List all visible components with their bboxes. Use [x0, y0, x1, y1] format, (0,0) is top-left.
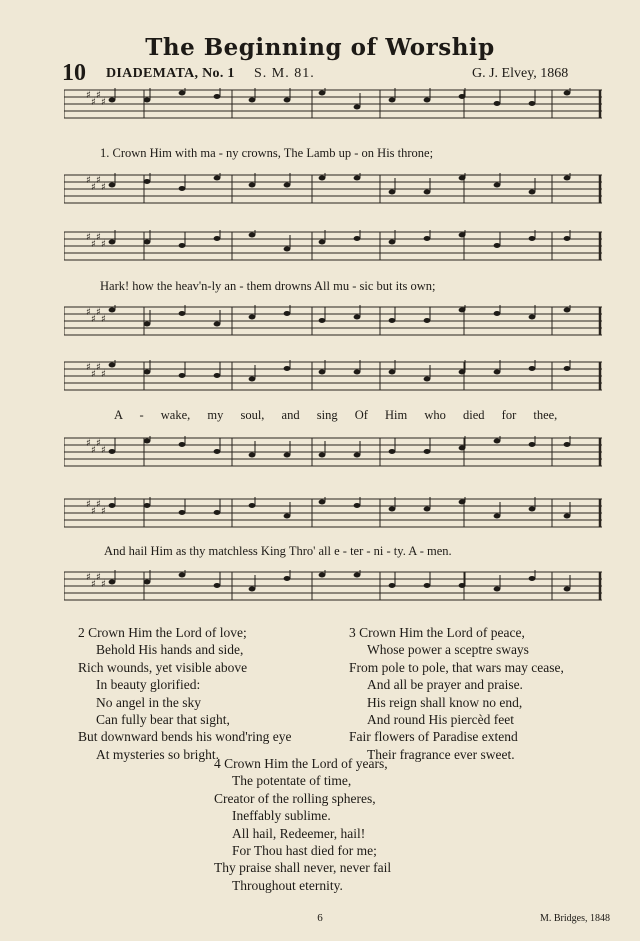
stanza-line: 2 Crown Him the Lord of love;: [78, 625, 247, 640]
note-head: [144, 439, 151, 444]
note-head: [564, 236, 571, 241]
note-head: [179, 510, 186, 515]
note-head: [354, 573, 361, 578]
note-head: [529, 236, 536, 241]
note-head: [459, 308, 466, 313]
sharp-sign: ♯: [96, 572, 101, 583]
note-head: [424, 318, 431, 323]
sharp-sign: ♯: [96, 438, 101, 449]
note-head: [284, 366, 291, 371]
music-system-1: [64, 88, 602, 216]
note-head: [494, 370, 501, 375]
stanza-3: [349, 624, 564, 763]
note-head: [564, 176, 571, 181]
sharp-sign: ♯: [96, 499, 101, 510]
note-head: [424, 507, 431, 512]
note-head: [179, 311, 186, 316]
note-head: [319, 240, 326, 245]
sharp-sign: ♯: [91, 445, 96, 456]
note-head: [319, 573, 326, 578]
note-head: [179, 442, 186, 447]
note-head: [564, 366, 571, 371]
sharp-sign: ♯: [96, 90, 101, 101]
stanza-line: No angel in the sky: [96, 694, 201, 710]
note-head: [214, 510, 221, 515]
note-head: [354, 503, 361, 508]
note-head: [249, 315, 256, 320]
sharp-sign: ♯: [91, 579, 96, 590]
music-system-3: [64, 360, 602, 488]
note-head: [354, 236, 361, 241]
stanza-line: Ineffably sublime.: [232, 808, 331, 824]
stanza-line: For Thou hast died for me;: [232, 843, 377, 859]
note-head: [389, 318, 396, 323]
note-head: [389, 190, 396, 195]
stanza-line: All hail, Redeemer, hail!: [232, 825, 366, 841]
note-head: [354, 370, 361, 375]
treble-staff: [64, 360, 602, 392]
stanza-line: And all be prayer and praise.: [367, 677, 523, 693]
sharp-sign: ♯: [91, 182, 96, 193]
sharp-sign: ♯: [86, 232, 91, 243]
note-head: [249, 183, 256, 188]
sharp-sign: ♯: [91, 239, 96, 250]
note-head: [389, 449, 396, 454]
note-head: [284, 183, 291, 188]
note-head: [214, 373, 221, 378]
note-head: [424, 236, 431, 241]
lyric-line-4: And hail Him as thy matchless King Thro' all e - ter - ni - ty. A - men.: [104, 544, 452, 558]
note-head: [354, 105, 361, 110]
note-head: [214, 583, 221, 588]
note-head: [249, 98, 256, 103]
note-head: [179, 243, 186, 248]
note-head: [459, 176, 466, 181]
note-head: [214, 449, 221, 454]
sharp-sign: ♯: [91, 314, 96, 325]
stanza-line: Whose power a sceptre sways: [367, 642, 529, 658]
note-head: [249, 377, 256, 382]
note-head: [564, 91, 571, 96]
stanza-2: [78, 624, 292, 763]
stanza-line: Thy praise shall never, never fail: [214, 860, 392, 876]
stanza-4: [214, 755, 391, 894]
note-head: [494, 514, 501, 519]
text-credit: M. Bridges, 1848: [540, 913, 610, 924]
note-head: [144, 98, 151, 103]
note-head: [424, 98, 431, 103]
stanza-line: But downward bends his wond'ring eye: [78, 729, 292, 745]
section-title: The Beginning of Worship: [145, 34, 495, 61]
note-head: [109, 183, 116, 188]
note-head: [214, 94, 221, 99]
note-head: [424, 583, 431, 588]
note-head: [459, 233, 466, 238]
bass-staff: [64, 305, 602, 337]
sharp-sign: ♯: [86, 572, 91, 583]
sharp-sign: ♯: [101, 579, 106, 590]
note-head: [354, 453, 361, 458]
note-head: [529, 101, 536, 106]
bass-staff: [64, 570, 602, 602]
note-head: [564, 442, 571, 447]
note-head: [459, 583, 466, 588]
sharp-sign: ♯: [91, 369, 96, 380]
sharp-sign: ♯: [101, 182, 106, 193]
note-head: [319, 318, 326, 323]
sharp-sign: ♯: [86, 175, 91, 186]
sharp-sign: ♯: [86, 499, 91, 510]
sharp-sign: ♯: [86, 90, 91, 101]
stanza-line: The potentate of time,: [232, 773, 352, 789]
note-head: [249, 587, 256, 592]
stanza-line: Rich wounds, yet visible above: [78, 659, 248, 675]
note-head: [494, 183, 501, 188]
note-head: [494, 311, 501, 316]
note-head: [214, 176, 221, 181]
note-head: [459, 500, 466, 505]
note-head: [249, 503, 256, 508]
sharp-sign: ♯: [101, 239, 106, 250]
stanza-line: In beauty glorified:: [96, 677, 201, 693]
note-head: [529, 366, 536, 371]
note-head: [109, 98, 116, 103]
note-head: [564, 587, 571, 592]
note-head: [529, 507, 536, 512]
stanza-line: His reign shall know no end,: [367, 694, 523, 710]
note-head: [529, 442, 536, 447]
note-head: [389, 98, 396, 103]
note-head: [109, 580, 116, 585]
note-head: [284, 453, 291, 458]
note-head: [389, 583, 396, 588]
note-head: [389, 240, 396, 245]
note-head: [284, 98, 291, 103]
note-head: [354, 176, 361, 181]
stanza-line: Creator of the rolling spheres,: [214, 790, 376, 806]
note-head: [529, 576, 536, 581]
note-head: [564, 308, 571, 313]
note-head: [284, 247, 291, 252]
note-head: [144, 580, 151, 585]
note-head: [109, 503, 116, 508]
note-head: [284, 576, 291, 581]
sharp-sign: ♯: [101, 369, 106, 380]
note-head: [144, 322, 151, 327]
stanza-line: Fair flowers of Paradise extend: [349, 729, 518, 745]
meter: S. M. 81.: [254, 66, 315, 81]
note-head: [249, 453, 256, 458]
stanza-line: Behold His hands and side,: [96, 642, 244, 658]
stanza-line: And round His piercèd feet: [367, 712, 514, 728]
sharp-sign: ♯: [91, 506, 96, 517]
note-head: [424, 449, 431, 454]
sharp-sign: ♯: [91, 97, 96, 108]
hymn-number: 10: [62, 60, 86, 86]
note-head: [109, 308, 116, 313]
sharp-sign: ♯: [96, 175, 101, 186]
composer: G. J. Elvey, 1868: [472, 66, 569, 81]
music-system-4: [64, 497, 602, 617]
sharp-sign: ♯: [86, 362, 91, 373]
note-head: [389, 507, 396, 512]
sharp-sign: ♯: [96, 232, 101, 243]
sharp-sign: ♯: [96, 362, 101, 373]
note-head: [214, 236, 221, 241]
note-head: [564, 514, 571, 519]
note-head: [144, 370, 151, 375]
note-head: [494, 439, 501, 444]
lyric-line-3: A - wake, my soul, and sing Of Him who died for thee,: [114, 408, 558, 422]
note-head: [389, 370, 396, 375]
stanza-line: Their fragrance ever sweet.: [367, 746, 515, 762]
sharp-sign: ♯: [101, 97, 106, 108]
note-head: [459, 370, 466, 375]
note-head: [354, 315, 361, 320]
note-head: [109, 363, 116, 368]
music-system-2: [64, 230, 602, 358]
bass-staff: [64, 173, 602, 205]
note-head: [424, 377, 431, 382]
note-head: [179, 186, 186, 191]
stanza-line: 3 Crown Him the Lord of peace,: [349, 625, 525, 640]
treble-staff: [64, 497, 602, 529]
treble-staff: [64, 230, 602, 262]
stanza-line: At mysteries so bright.: [96, 746, 219, 762]
note-head: [494, 587, 501, 592]
note-head: [529, 315, 536, 320]
sharp-sign: ♯: [101, 506, 106, 517]
note-head: [144, 503, 151, 508]
note-head: [459, 94, 466, 99]
stanza-line: From pole to pole, that wars may cease,: [349, 659, 564, 675]
note-head: [284, 311, 291, 316]
bass-staff: [64, 436, 602, 468]
note-head: [214, 322, 221, 327]
note-head: [109, 449, 116, 454]
sharp-sign: ♯: [96, 307, 101, 318]
note-head: [319, 370, 326, 375]
page-number: 6: [317, 912, 323, 924]
note-head: [179, 373, 186, 378]
note-head: [109, 240, 116, 245]
note-head: [424, 190, 431, 195]
note-head: [144, 240, 151, 245]
sharp-sign: ♯: [101, 314, 106, 325]
note-head: [319, 500, 326, 505]
note-head: [249, 233, 256, 238]
note-head: [494, 243, 501, 248]
lyric-line-2: Hark! how the heav'n-ly an - them drowns All mu - sic but its own;: [100, 279, 436, 293]
note-head: [179, 573, 186, 578]
note-head: [284, 514, 291, 519]
sharp-sign: ♯: [86, 307, 91, 318]
lyric-line-1: 1. Crown Him with ma - ny crowns, The Lamb up - on His throne;: [100, 146, 434, 160]
stanza-line: Throughout eternity.: [232, 877, 343, 893]
note-head: [494, 101, 501, 106]
note-head: [319, 91, 326, 96]
note-head: [319, 176, 326, 181]
note-head: [529, 190, 536, 195]
stanza-line: Can fully bear that sight,: [96, 712, 230, 728]
sharp-sign: ♯: [86, 438, 91, 449]
note-head: [459, 446, 466, 451]
treble-staff: [64, 88, 602, 120]
tune-name: DIADEMATA, No. 1: [106, 66, 235, 81]
stanza-line: 4 Crown Him the Lord of years,: [214, 756, 388, 771]
note-head: [179, 91, 186, 96]
note-head: [319, 453, 326, 458]
sharp-sign: ♯: [101, 445, 106, 456]
note-head: [144, 179, 151, 184]
